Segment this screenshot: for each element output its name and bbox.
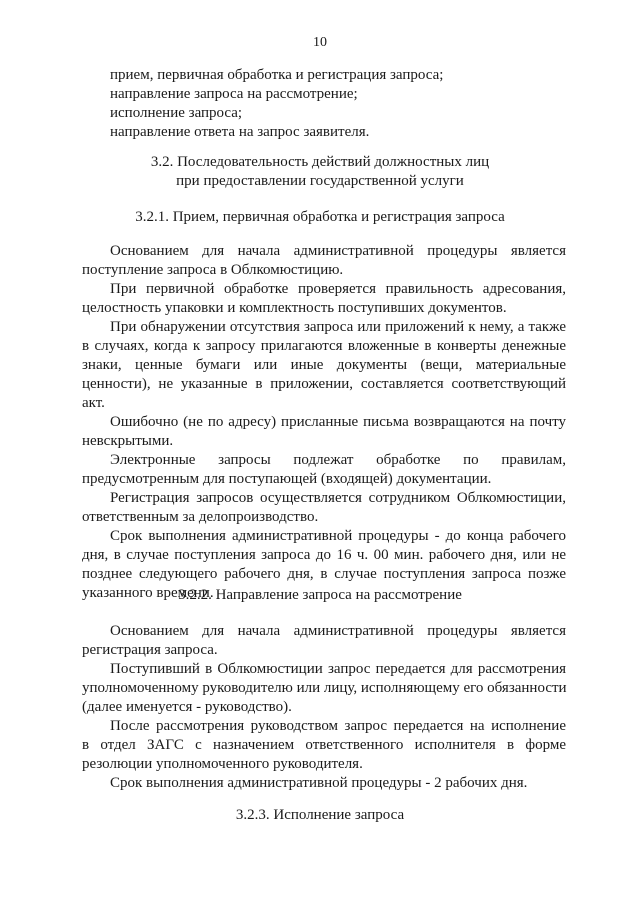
section-heading-3-2-3: 3.2.3. Исполнение запроса [235,807,405,823]
paragraph-line: При первичной обработке проверяется правильность адресования, [110,281,566,297]
list-item: исполнение запроса; [110,105,243,121]
paragraph-line: Поступивший в Облкомюстиции запрос передается для рассмотрения [110,661,566,677]
paragraph-line: Ошибочно (не по адресу) присланные письма возвращаются на почту [110,414,566,430]
paragraph-line: При обнаружении отсутствия запроса или приложений к нему, а также [110,319,566,335]
paragraph-line: невскрытыми. [82,433,174,449]
section-heading-3-2-2: 3.2.2. Направление запроса на рассмотрение [178,587,462,603]
paragraph-line: указанного времени. [82,585,214,601]
list-item: направление ответа на запрос заявителя. [110,124,370,140]
paragraph-line: Регистрация запросов осуществляется сотрудником Облкомюстиции, [110,490,566,506]
paragraph-line: в отдел ЗАГС с назначением ответственного исполнителя в форме [82,737,566,753]
paragraph-line: уполномоченному руководителю или лицу, исполняющему его обязанности [82,680,567,696]
paragraph-line: Основанием для начала административной процедуры является [110,243,566,259]
paragraph-line: целостность упаковки и комплектность поступивших документов. [82,300,507,316]
paragraph-line: знаки, ценные бумаги или иные документы (вещи, материальные [82,357,566,373]
paragraph-line: (далее именуется - руководство). [82,699,292,715]
paragraph-line: ценности), не указанные в приложении, составляется соответствующий [82,376,566,392]
page-number: 10 [313,35,327,50]
paragraph-line: позднее следующего рабочего дня, в случае поступления запроса позже [82,566,566,582]
paragraph-line: в случаях, когда к запросу прилагаются вложенные в конверты денежные [82,338,566,354]
list-item: направление запроса на рассмотрение; [110,86,358,102]
paragraph-line: предусмотренным для поступающей (входящей) документации. [82,471,492,487]
paragraph-line: Срок выполнения административной процедуры - до конца рабочего [110,528,566,544]
paragraph-line: Электронные запросы подлежат обработке по правилам, [110,452,566,468]
paragraph-line: Срок выполнения административной процедуры - 2 рабочих дня. [110,775,528,791]
paragraph-line: ответственным за делопроизводство. [82,509,319,525]
section-heading-3-2-line1: 3.2. Последовательность действий должностных лиц [150,154,490,170]
paragraph-line: регистрация запроса. [82,642,218,658]
paragraph-line: поступление запроса в Облкомюстицию. [82,262,344,278]
paragraph-line: Основанием для начала административной процедуры является [110,623,566,639]
paragraph-line: акт. [82,395,105,411]
paragraph-line: После рассмотрения руководством запрос передается на исполнение [110,718,566,734]
section-heading-3-2-line2: при предоставлении государственной услуги [176,173,464,189]
paragraph-line: резолюции уполномоченного руководителя. [82,756,363,772]
list-item: прием, первичная обработка и регистрация запроса; [110,67,444,83]
section-heading-3-2-1: 3.2.1. Прием, первичная обработка и регистрация запроса [135,209,505,225]
paragraph-line: дня, в случае поступления запроса до 16 ч. 00 мин. рабочего дня, или не [82,547,566,563]
